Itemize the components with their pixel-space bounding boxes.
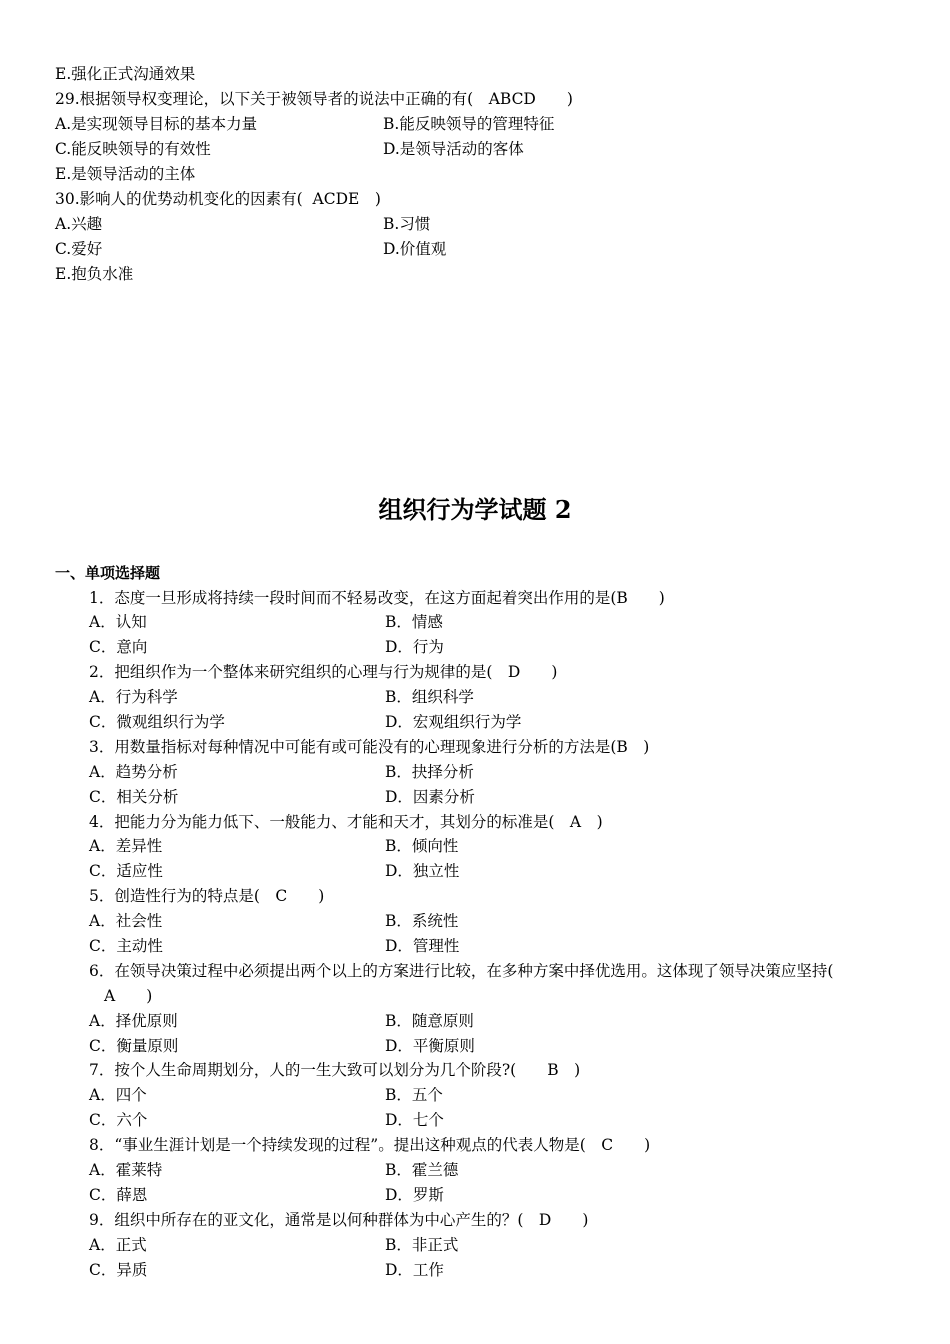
option-29-a: A.是实现领导目标的基本力量 (55, 115, 258, 133)
option-1-c: C．意向 (89, 638, 148, 656)
option-7-d: D．七个 (385, 1111, 444, 1129)
option-5-b: B．系统性 (385, 912, 459, 930)
option-2-a: A．行为科学 (89, 688, 178, 706)
question-1: 1．态度一旦形成将持续一段时间而不轻易改变，在这方面起着突出作用的是(B ) (89, 589, 665, 607)
option-8-c: C．薛恩 (89, 1186, 148, 1204)
question-9: 9．组织中所存在的亚文化，通常是以何种群体为中心产生的？( D ) (89, 1211, 589, 1229)
page-title: 组织行为学试题 2 (378, 495, 572, 524)
option-1-d: D．行为 (385, 638, 444, 656)
question-6: 6．在领导决策过程中必须提出两个以上的方案进行比较，在多种方案中择优选用。这体现了领导决策应坚持( (89, 962, 834, 980)
option-5-a: A．社会性 (89, 912, 163, 930)
option-3-c: C．相关分析 (89, 788, 179, 806)
option-29-d: D.是领导活动的客体 (383, 140, 524, 158)
question-29: 29.根据领导权变理论，以下关于被领导者的说法中正确的有( ABCD ) (55, 90, 573, 108)
option-6-a: A．择优原则 (89, 1012, 178, 1030)
option-30-b: B.习惯 (383, 215, 431, 233)
question-8: 8．“事业生涯计划是一个持续发现的过程”。提出这种观点的代表人物是( C ) (89, 1136, 651, 1154)
option-5-d: D．管理性 (385, 937, 460, 955)
option-1-b: B．情感 (385, 613, 443, 631)
option-8-b: B．霍兰德 (385, 1161, 459, 1179)
option-8-d: D．罗斯 (385, 1186, 444, 1204)
question-4: 4．把能力分为能力低下、一般能力、才能和天才，其划分的标准是( A ) (89, 813, 603, 831)
option-29-b: B.能反映领导的管理特征 (383, 115, 555, 133)
section-heading: 一、单项选择题 (55, 564, 161, 582)
option-9-d: D．工作 (385, 1261, 444, 1279)
question-30: 30.影响人的优势动机变化的因素有( ACDE ) (55, 190, 381, 208)
text-line: E.强化正式沟通效果 (55, 65, 196, 83)
option-4-c: C．适应性 (89, 862, 163, 880)
option-1-a: A．认知 (89, 613, 147, 631)
option-8-a: A．霍莱特 (89, 1161, 163, 1179)
question-7: 7．按个人生命周期划分，人的一生大致可以划分为几个阶段?( B ) (89, 1061, 581, 1079)
option-2-b: B．组织科学 (385, 688, 474, 706)
option-3-b: B．抉择分析 (385, 763, 474, 781)
option-29-e: E.是领导活动的主体 (55, 165, 196, 183)
option-30-e: E.抱负水准 (55, 265, 134, 283)
option-29-c: C.能反映领导的有效性 (55, 140, 211, 158)
option-30-d: D.价值观 (383, 240, 447, 258)
option-9-c: C．异质 (89, 1261, 148, 1279)
option-3-d: D．因素分析 (385, 788, 475, 806)
option-7-c: C．六个 (89, 1111, 148, 1129)
question-3: 3．用数量指标对每种情况中可能有或可能没有的心理现象进行分析的方法是(B ) (89, 738, 650, 756)
option-2-d: D．宏观组织行为学 (385, 713, 522, 731)
option-4-d: D．独立性 (385, 862, 460, 880)
option-7-b: B．五个 (385, 1086, 443, 1104)
question-2: 2．把组织作为一个整体来研究组织的心理与行为规律的是( D ) (89, 663, 558, 681)
option-6-d: D．平衡原则 (385, 1037, 475, 1055)
option-3-a: A．趋势分析 (89, 763, 178, 781)
option-6-c: C．衡量原则 (89, 1037, 179, 1055)
option-7-a: A．四个 (89, 1086, 147, 1104)
question-5: 5．创造性行为的特点是( C ) (89, 887, 325, 905)
option-4-a: A．差异性 (89, 837, 163, 855)
question-6-continuation: A ) (104, 987, 153, 1005)
option-2-c: C．微观组织行为学 (89, 713, 225, 731)
option-9-b: B．非正式 (385, 1236, 459, 1254)
option-30-c: C.爱好 (55, 240, 103, 258)
option-4-b: B．倾向性 (385, 837, 459, 855)
option-5-c: C．主动性 (89, 937, 163, 955)
option-30-a: A.兴趣 (55, 215, 103, 233)
option-6-b: B．随意原则 (385, 1012, 474, 1030)
option-9-a: A．正式 (89, 1236, 147, 1254)
